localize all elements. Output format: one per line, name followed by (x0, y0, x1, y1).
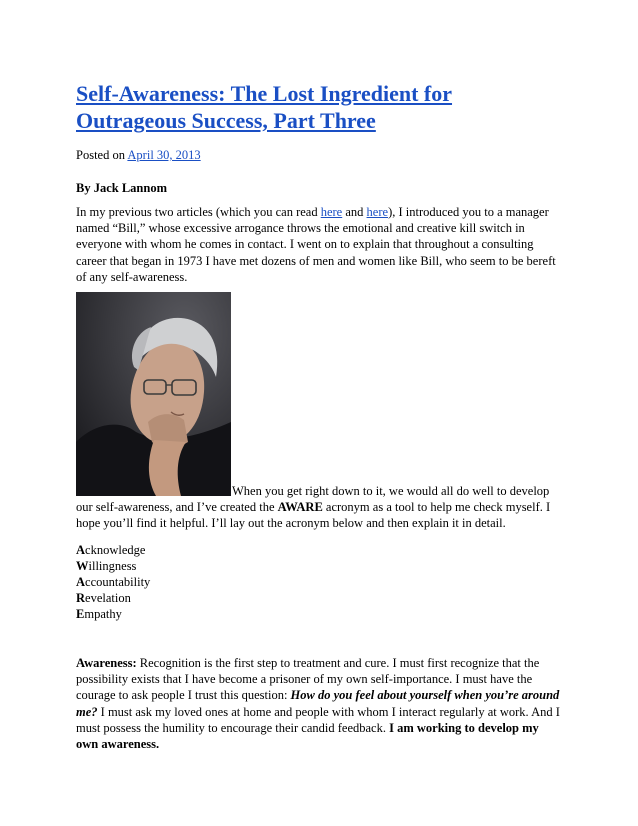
acronym-letter: R (76, 591, 86, 605)
text-line (76, 687, 566, 703)
question-text: me? (76, 704, 98, 719)
acronym-item (76, 574, 150, 590)
acronym-letter: A (76, 575, 86, 589)
acronym-item (76, 558, 150, 574)
acronym-word-rest: cknowledge (85, 543, 146, 557)
emphasis-text: I am working to develop my (389, 720, 539, 735)
emphasis-text: own awareness. (76, 737, 160, 752)
question-text: How do you feel about yourself when you’re around (290, 688, 560, 703)
acronym-word-rest: illingness (88, 559, 137, 573)
acronym-letter: E (76, 607, 85, 621)
section-label: Awareness: (76, 656, 137, 670)
text-span: Recognition is the first step to treatment and cure. I must first recognize that the (136, 656, 540, 670)
acronym-item (76, 606, 150, 622)
text-line: hope you’ll find it helpful. I’ll lay out the acronym below and then explain it in detail. (76, 516, 506, 531)
text-span: In my previous two articles (which you can read (76, 205, 321, 219)
acronym-word-rest: mpathy (84, 607, 122, 621)
text-span: must possess the humility to encourage their candid feedback. (76, 720, 390, 735)
previous-article-link-2[interactable]: here (366, 205, 389, 219)
develop-paragraph (76, 483, 566, 532)
post-date-link[interactable]: April 30, 2013 (127, 148, 201, 162)
text-span: acronym as a tool to help me check myself. I (322, 500, 551, 515)
title-line[interactable]: Outrageous Success, Part Three (76, 108, 376, 133)
text-line: named “Bill,” whose excessive arrogance throws the emotional and creative kill switch in (76, 221, 525, 236)
byline: By Jack Lannom (76, 181, 167, 195)
aware-keyword: AWARE (277, 500, 323, 515)
acronym-letter: W (76, 559, 89, 573)
post-date-line (76, 147, 201, 163)
text-line: possibility exists that I have become a prisoner of my own self-importance. I must have the (76, 672, 533, 687)
text-line (76, 736, 566, 752)
text-line: When you get right down to it, we would all do well to develop (232, 484, 550, 498)
intro-paragraph (76, 204, 566, 285)
title-line[interactable]: Self-Awareness: The Lost Ingredient for (76, 81, 453, 106)
text-span: and (342, 205, 367, 219)
text-line: everyone with whom he comes in contact. I went on to explain that throughout a consulting (76, 237, 534, 252)
acronym-letter: A (76, 543, 86, 557)
author-portrait-image (76, 292, 231, 496)
text-span: our self-awareness, and I’ve created the (76, 500, 278, 515)
text-line: career that began in 1973 I have met dozens of men and women like Bill, who seem to be bereft (76, 253, 556, 268)
acronym-word-rest: ccountability (85, 575, 151, 589)
article-title[interactable] (76, 80, 556, 134)
text-span: ), I introduced you to a manager (388, 205, 549, 219)
posted-label: Posted on (76, 148, 128, 162)
text-line (76, 655, 566, 671)
text-line (76, 499, 566, 515)
text-line: of any self-awareness. (76, 269, 188, 284)
acronym-word-rest: evelation (85, 591, 131, 605)
acronym-list (76, 542, 150, 622)
previous-article-link-1[interactable]: here (320, 205, 343, 219)
acronym-item (76, 590, 150, 606)
awareness-paragraph (76, 655, 566, 752)
text-span: I must ask my loved ones at home and people with whom I interact regularly at work. And I (97, 704, 560, 719)
acronym-item (76, 542, 150, 558)
text-span: courage to ask people I trust this question: (76, 688, 291, 703)
author-photo (76, 292, 231, 496)
text-line (76, 720, 566, 736)
text-line (76, 704, 566, 720)
text-line (76, 204, 566, 220)
